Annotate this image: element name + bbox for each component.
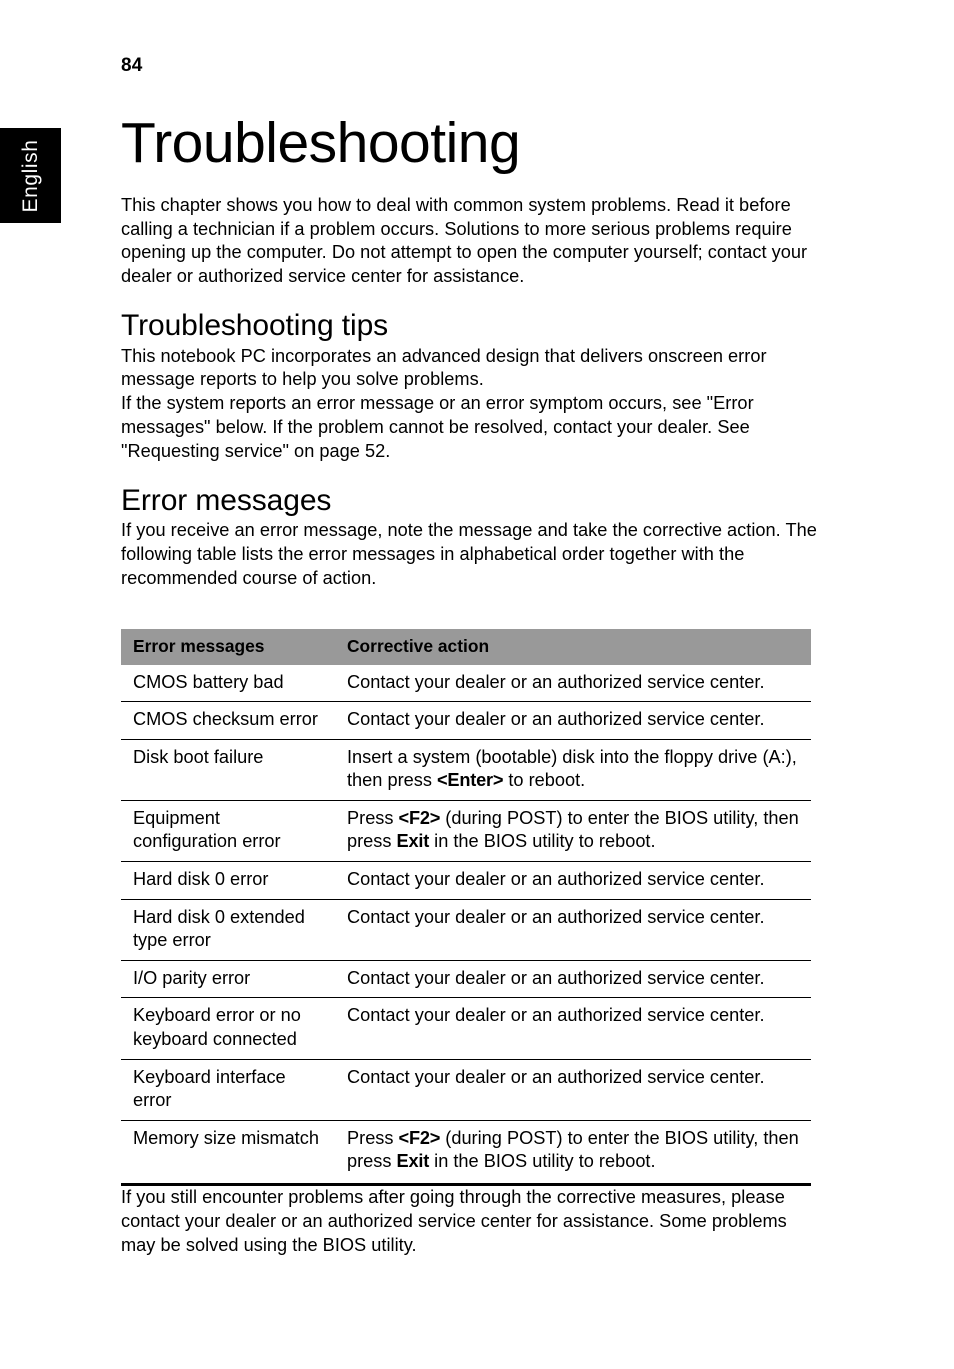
spacer [121, 172, 821, 194]
action-text: Press [347, 1127, 399, 1148]
table-cell-error-message: Hard disk 0 extended type error [121, 899, 333, 960]
table-cell-error-message: Keyboard error or no keyboard connected [121, 998, 333, 1059]
table-cell-corrective-action [333, 862, 811, 900]
table-cell-corrective-action [333, 960, 811, 998]
table-cell-error-message: Memory size mismatch [121, 1120, 333, 1184]
tips-paragraph-1: This notebook PC incorporates an advanced design that delivers onscreen error message reports to help you solve problems. [121, 345, 767, 390]
error-messages-table [121, 629, 811, 1186]
action-text: Contact your dealer or an authorized service center. [347, 869, 765, 890]
keyboard-key-label: <F2> [398, 1127, 441, 1148]
table-cell-corrective-action [333, 739, 811, 800]
action-text: Press [347, 807, 399, 828]
table-row [121, 899, 811, 960]
closing-paragraph: If you still encounter problems after going through the corrective measures, please contact your dealer or an authorized service center for assistance. Some problems may be solved using the BIOS utility. [121, 1187, 787, 1255]
table-cell-error-message: Disk boot failure [121, 739, 333, 800]
table-row [121, 800, 811, 861]
action-text: to reboot. [503, 770, 586, 791]
action-text: (during POST) to enter the BIOS utility, then press [347, 1127, 799, 1172]
troubleshooting-tips-heading: Troubleshooting tips [121, 309, 389, 343]
page-title: Troubleshooting [121, 110, 521, 175]
action-text: (during POST) to enter the BIOS utility, then press [347, 807, 799, 852]
page-content [121, 0, 821, 1257]
table-cell-corrective-action [333, 1120, 811, 1184]
column-header-error-messages: Error messages [121, 629, 333, 665]
table-row [121, 1120, 811, 1184]
action-text: Contact your dealer or an authorized service center. [347, 967, 765, 988]
keyboard-key-label: Exit [396, 1151, 430, 1172]
table-cell-error-message: Hard disk 0 error [121, 862, 333, 900]
action-text: Contact your dealer or an authorized service center. [347, 1066, 765, 1087]
table-cell-error-message: Keyboard interface error [121, 1059, 333, 1120]
table-cell-corrective-action [333, 1059, 811, 1120]
error-messages-paragraph: If you receive an error message, note the message and take the corrective action. The following table lists the error messages in alphabetical order together with the recommended course of action. [121, 520, 817, 588]
action-text: Contact your dealer or an authorized service center. [347, 906, 765, 927]
intro-paragraph: This chapter shows you how to deal with common system problems. Read it before calling a technician if a problem occurs. Solutions to more serious problems require opening up the computer. Do not attempt to open the computer yourself; contact your dealer or authorized service center for assistance. [121, 194, 808, 287]
action-text: Insert a system (bootable) disk into the floppy drive (A:), then press [347, 746, 797, 791]
table-row [121, 1059, 811, 1120]
table-cell-error-message: I/O parity error [121, 960, 333, 998]
action-text: Contact your dealer or an authorized service center. [347, 709, 765, 730]
table-header-row [121, 629, 811, 665]
column-header-corrective-action: Corrective action [333, 629, 811, 665]
action-text: in the BIOS utility to reboot. [429, 831, 656, 852]
tips-paragraph-2: If the system reports an error message or an error symptom occurs, see "Error messages" below. If the problem cannot be resolved, contact your dealer. See "Requesting service" on page 52. [121, 393, 754, 461]
table-cell-error-message: Equipment configuration error [121, 800, 333, 861]
action-text: in the BIOS utility to reboot. [429, 1151, 656, 1172]
table-cell-corrective-action [333, 665, 811, 702]
table-row [121, 739, 811, 800]
table-cell-error-message: CMOS checksum error [121, 702, 333, 740]
language-tab-label: English [18, 138, 42, 213]
table-cell-corrective-action [333, 998, 811, 1059]
table-row [121, 702, 811, 740]
table-cell-corrective-action [333, 899, 811, 960]
table-head [121, 629, 811, 665]
action-text: Contact your dealer or an authorized service center. [347, 1005, 765, 1026]
keyboard-key-label: Exit [396, 831, 430, 852]
table-cell-corrective-action [333, 702, 811, 740]
table-body [121, 665, 811, 1185]
action-text: Contact your dealer or an authorized service center. [347, 671, 765, 692]
table-cell-corrective-action [333, 800, 811, 861]
error-messages-heading: Error messages [121, 483, 332, 517]
keyboard-key-label: <F2> [398, 807, 441, 828]
table-row [121, 960, 811, 998]
language-tab [0, 128, 61, 223]
page-number: 84 [121, 55, 143, 76]
table-row [121, 665, 811, 702]
table-row [121, 998, 811, 1059]
keyboard-key-label: <Enter> [436, 770, 504, 791]
table-row [121, 862, 811, 900]
table-cell-error-message: CMOS battery bad [133, 671, 284, 692]
